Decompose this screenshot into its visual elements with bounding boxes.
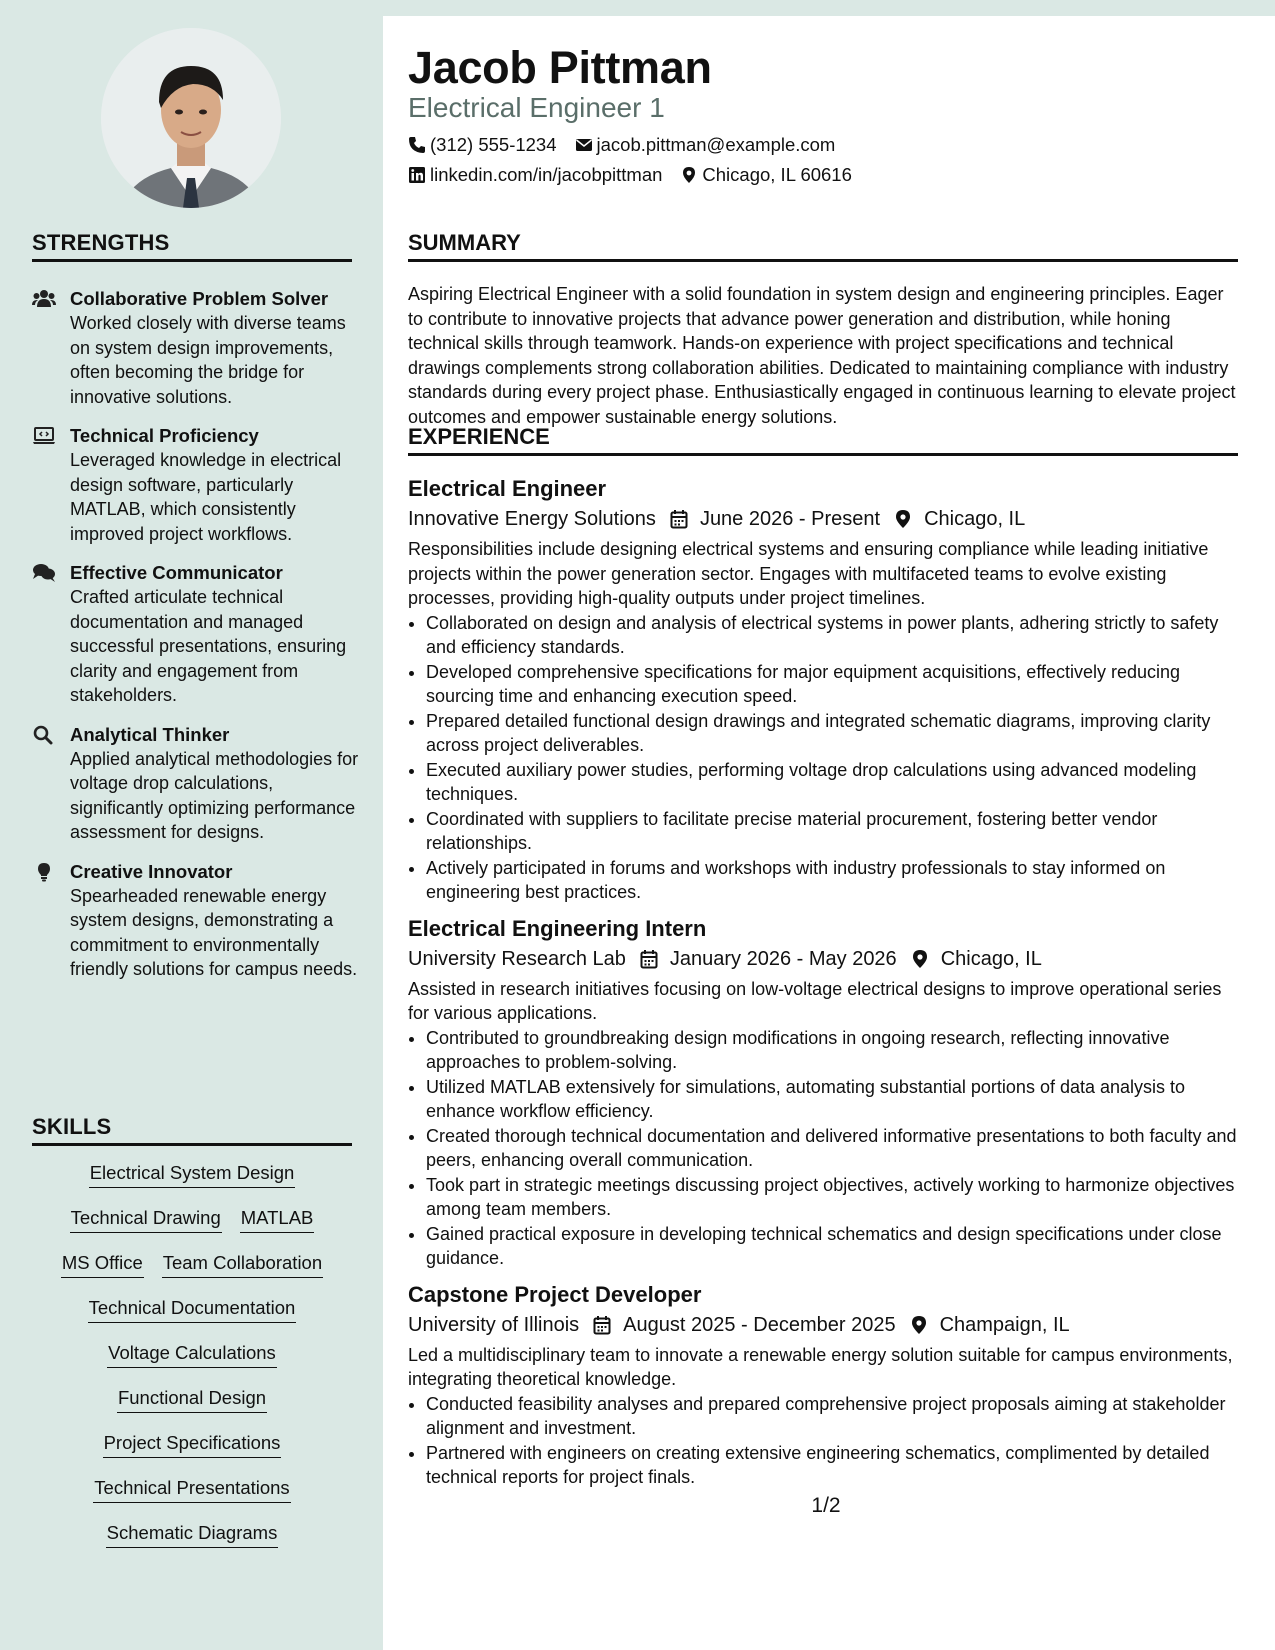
sidebar xyxy=(0,0,383,1650)
strength-item xyxy=(32,424,362,546)
strength-title: Analytical Thinker xyxy=(70,723,230,745)
job-bullet: • Executed auxiliary power studies, performing voltage drop calculations using advanced modeling techniques. xyxy=(426,758,1238,806)
skill-tag: Technical Drawing xyxy=(70,1205,222,1233)
strength-description: Crafted articulate technical documentation and managed successful presentations, ensuring clarity and engagement from stakeholders. xyxy=(70,587,347,705)
strength-description: Applied analytical methodologies for voltage drop calculations, significantly optimizing performance assessment for designs. xyxy=(70,748,359,842)
contact-phone xyxy=(408,134,557,156)
lightbulb-icon xyxy=(32,860,70,982)
job-entry xyxy=(408,914,1238,1270)
job-bullet: • Partnered with engineers on creating extensive engineering schematics, complimented by detailed technical reports for project finals. xyxy=(426,1441,1238,1489)
job-bullets xyxy=(408,611,1238,904)
skill-tag: Electrical System Design xyxy=(89,1160,296,1188)
linkedin-link[interactable]: linkedin.com/in/jacobpittman xyxy=(430,164,663,185)
strength-description: Leveraged knowledge in electrical design software, particularly MATLAB, which consistently improved project workflows. xyxy=(70,450,342,544)
contact-linkedin[interactable] xyxy=(408,164,662,186)
job-meta xyxy=(408,944,1238,974)
job-entry xyxy=(408,1280,1238,1489)
experience-heading: EXPERIENCE xyxy=(408,424,1238,456)
strength-item xyxy=(32,723,362,845)
skill-tag: Voltage Calculations xyxy=(107,1340,277,1368)
job-bullet: • Gained practical exposure in developing technical schematics and design specifications under close guidance. xyxy=(426,1222,1238,1270)
summary-heading: SUMMARY xyxy=(408,230,1238,262)
job-entry xyxy=(408,474,1238,904)
job-location: Chicago, IL xyxy=(940,947,1042,970)
skill-tag: Schematic Diagrams xyxy=(106,1520,279,1548)
job-bullet: • Coordinated with suppliers to facilitate precise material procurement, fostering better vendor relationships. xyxy=(426,807,1238,855)
job-bullet: • Took part in strategic meetings discussing project objectives, actively working to harmonize objectives among team members. xyxy=(426,1173,1238,1221)
phone-icon xyxy=(408,136,426,154)
skill-tag: MATLAB xyxy=(240,1205,315,1233)
skill-tag: Technical Presentations xyxy=(93,1475,290,1503)
strength-item xyxy=(32,287,362,409)
search-icon xyxy=(32,723,70,845)
contact-row xyxy=(408,164,870,186)
strength-title: Effective Communicator xyxy=(70,562,283,583)
job-bullets xyxy=(408,1392,1238,1489)
contact-email[interactable] xyxy=(575,134,836,156)
calendar-icon xyxy=(670,509,688,529)
skill-tag: Technical Documentation xyxy=(88,1295,297,1323)
strength-description: Spearheaded renewable energy system designs, demonstrating a commitment to environmentally friendly solutions for campus needs. xyxy=(70,885,358,979)
strength-item xyxy=(32,561,362,708)
map-pin-icon xyxy=(910,1315,928,1335)
strengths-list xyxy=(32,287,362,997)
strength-title: Collaborative Problem Solver xyxy=(70,288,329,309)
strength-title: Technical Proficiency xyxy=(70,425,259,446)
candidate-name: Jacob Pittman xyxy=(408,42,712,93)
skills-heading: SKILLS xyxy=(32,1114,352,1146)
job-dates: August 2025 - December 2025 xyxy=(623,1313,896,1336)
envelope-icon xyxy=(575,136,593,154)
job-dates: January 2026 - May 2026 xyxy=(669,947,897,970)
job-description: Led a multidisciplinary team to innovate a renewable energy solution suitable for campus environments, integrating theoretical knowledge. xyxy=(408,1344,1233,1389)
skill-tag: Project Specifications xyxy=(103,1430,282,1458)
skill-tag: MS Office xyxy=(61,1250,144,1278)
map-pin-icon xyxy=(894,509,912,529)
strength-title: Creative Innovator xyxy=(70,860,233,882)
job-meta xyxy=(408,1310,1238,1340)
job-bullet: • Utilized MATLAB extensively for simulations, automating substantial portions of data analysis to enhance workflow efficiency. xyxy=(426,1075,1238,1123)
strengths-heading: STRENGTHS xyxy=(32,230,352,262)
job-location: Chicago, IL xyxy=(924,508,1026,530)
strength-description: Worked closely with diverse teams on system design improvements, often becoming the bridge for innovative solutions. xyxy=(70,313,346,407)
profile-photo xyxy=(101,28,281,208)
skill-tag: Functional Design xyxy=(117,1385,267,1413)
avatar xyxy=(101,28,281,208)
email-link[interactable]: jacob.pittman@example.com xyxy=(596,134,836,155)
job-company: University Research Lab xyxy=(408,947,626,970)
job-meta xyxy=(408,504,1238,534)
users-icon xyxy=(32,287,70,409)
experience-list xyxy=(408,474,1238,1499)
job-title: Electrical Engineer xyxy=(408,476,607,501)
comments-icon xyxy=(32,561,70,708)
job-bullet: • Contributed to groundbreaking design modifications in ongoing research, reflecting innovative approaches to problem-solving. xyxy=(426,1026,1238,1074)
job-title: Electrical Engineering Intern xyxy=(408,915,707,941)
map-pin-icon xyxy=(911,949,929,969)
job-bullet: • Collaborated on design and analysis of electrical systems in power plants, adhering strictly to safety and efficiency standards. xyxy=(426,611,1238,659)
location-text: Chicago, IL 60616 xyxy=(702,164,852,185)
calendar-icon xyxy=(593,1315,611,1335)
page-number xyxy=(383,1494,1275,1518)
skill-tag: Team Collaboration xyxy=(162,1250,323,1278)
skills-list xyxy=(32,1160,352,1565)
job-bullet: • Conducted feasibility analyses and prepared comprehensive project proposals aiming at stakeholder alignment and investment. xyxy=(426,1392,1238,1440)
summary-text: Aspiring Electrical Engineer with a solid foundation in system design and engineering principles. Eager to contribute to innovative projects that advance power generation and distribution, while honing technical skills through teamwork. Hands-on experience with project specifications and technical drawings complements strong collaboration abilities. Dedicated to maintaining compliance with industry standards during every project phase. Enthusiastically engaged in continuous learning to elevate project outcomes and empower sustainable energy solutions. xyxy=(408,284,1236,427)
main-content xyxy=(383,16,1275,1650)
job-bullet: • Created thorough technical documentation and delivered informative presentations to both faculty and peers, enhancing overall communication. xyxy=(426,1124,1238,1172)
map-pin-icon xyxy=(680,166,698,184)
laptop-code-icon xyxy=(32,424,70,546)
job-description: Responsibilities include designing electrical systems and ensuring compliance while leading initiative projects within the power generation sector. Engages with multifaceted teams to evolve existing processes, providing high-quality outputs under project timelines. xyxy=(408,539,1209,608)
job-bullet: • Prepared detailed functional design drawings and integrated schematic diagrams, improving clarity across project deliverables. xyxy=(426,709,1238,757)
strength-item xyxy=(32,860,362,982)
candidate-role: Electrical Engineer 1 xyxy=(408,92,665,123)
linkedin-icon xyxy=(408,166,426,184)
phone-text: (312) 555-1234 xyxy=(430,134,557,155)
job-bullet: • Actively participated in forums and workshops with industry professionals to stay informed on engineering best practices. xyxy=(426,856,1238,904)
job-description: Assisted in research initiatives focusing on low-voltage electrical designs to improve operational series for various applications. xyxy=(408,978,1222,1023)
job-company: Innovative Energy Solutions xyxy=(408,508,656,530)
job-dates: June 2026 - Present xyxy=(699,508,881,530)
contact-location xyxy=(680,164,851,186)
job-location: Champaign, IL xyxy=(939,1313,1070,1336)
page-number-text: 1/2 xyxy=(811,1494,841,1517)
job-title: Capstone Project Developer xyxy=(408,1281,702,1307)
job-company: University of Illinois xyxy=(408,1313,580,1336)
job-bullets xyxy=(408,1026,1238,1270)
contact-row xyxy=(408,134,853,156)
job-bullet: • Developed comprehensive specifications for major equipment acquisitions, effectively reducing sourcing time and enhancing execution speed. xyxy=(426,660,1238,708)
calendar-icon xyxy=(640,949,658,969)
